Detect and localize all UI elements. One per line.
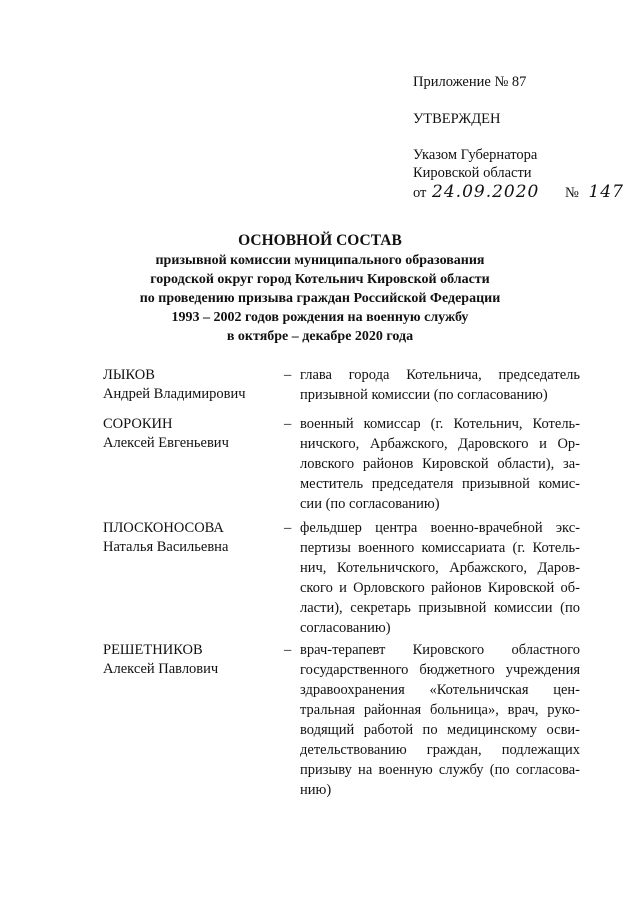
member-given-names: Алексей Павлович (103, 661, 219, 677)
role-line: призыву на военную службу (по согласова- (300, 762, 580, 778)
title-line: призывной комиссии муниципального образования (155, 253, 485, 268)
member-given-names: Наталья Васильевна (103, 539, 229, 555)
role-line: тральная районная больница», врач, руко- (300, 702, 580, 718)
role-line: ского и Орловского районов Кировской об- (300, 580, 580, 596)
handwritten-number: 147 (588, 182, 624, 202)
member-role (300, 414, 580, 514)
title-main: ОСНОВНОЙ СОСТАВ (238, 232, 402, 249)
role-line: нич, Котельничского, Арбажского, Даров- (300, 560, 580, 576)
number-prefix: № (565, 185, 579, 201)
appendix-number: Приложение № 87 (413, 74, 527, 90)
role-line: государственного бюджетного учреждения (300, 662, 580, 678)
role-line: ловского районов Кировской области), за- (300, 456, 580, 472)
decree-date-line (413, 182, 624, 203)
title-line: 1993 – 2002 годов рождения на военную службу (171, 310, 469, 325)
role-line: военный комиссар (г. Котельнич, Котель- (300, 416, 580, 432)
decree-line-2: Кировской области (413, 165, 532, 181)
role-line: сии (по согласованию) (300, 496, 440, 512)
member-surname: РЕШЕТНИКОВ (103, 642, 203, 658)
member-dash: – (284, 642, 292, 658)
member-surname: ЛЫКОВ (103, 367, 155, 383)
role-line: ласти), секретарь призывной комиссии (по (300, 600, 580, 616)
member-given-names: Алексей Евгеньевич (103, 435, 229, 451)
role-line: меститель председателя призывной комис- (300, 476, 580, 492)
date-prefix: от (413, 185, 427, 201)
role-line: согласованию) (300, 620, 391, 636)
decree-line-1: Указом Губернатора (413, 147, 538, 163)
member-role (300, 518, 580, 638)
member-role (300, 365, 580, 405)
member-dash: – (284, 520, 292, 536)
role-line: ничского, Арбажского, Даровского и Ор- (300, 436, 580, 452)
member-dash: – (284, 367, 292, 383)
role-line: фельдшер центра военно-врачебной экс- (300, 520, 580, 536)
role-line: глава города Котельнича, председатель (300, 367, 580, 383)
member-surname: СОРОКИН (103, 416, 173, 432)
role-line: пертизы военного комиссариата (г. Котель- (300, 540, 580, 556)
member-given-names: Андрей Владимирович (103, 386, 246, 402)
member-role (300, 640, 580, 800)
role-line: водящий работой по медицинскому осви- (300, 722, 580, 738)
handwritten-date: 24.09.2020 (432, 182, 540, 202)
member-dash: – (284, 416, 292, 432)
role-line: детельствованию граждан, подлежащих (300, 742, 580, 758)
title-line: в октябре – декабре 2020 года (226, 329, 414, 344)
role-line: здравоохранения «Котельничская цен- (300, 682, 580, 698)
member-surname: ПЛОСКОНОСОВА (103, 520, 224, 536)
role-line: призывной комиссии (по согласованию) (300, 387, 548, 403)
approved-label: УТВЕРЖДЕН (413, 111, 501, 127)
title-line: городской округ город Котельнич Кировской области (150, 272, 490, 287)
document-title (70, 231, 570, 346)
title-line: по проведению призыва граждан Российской Федерации (139, 291, 501, 306)
role-line: врач-терапевт Кировского областного (300, 642, 580, 658)
role-line: нию) (300, 782, 332, 798)
